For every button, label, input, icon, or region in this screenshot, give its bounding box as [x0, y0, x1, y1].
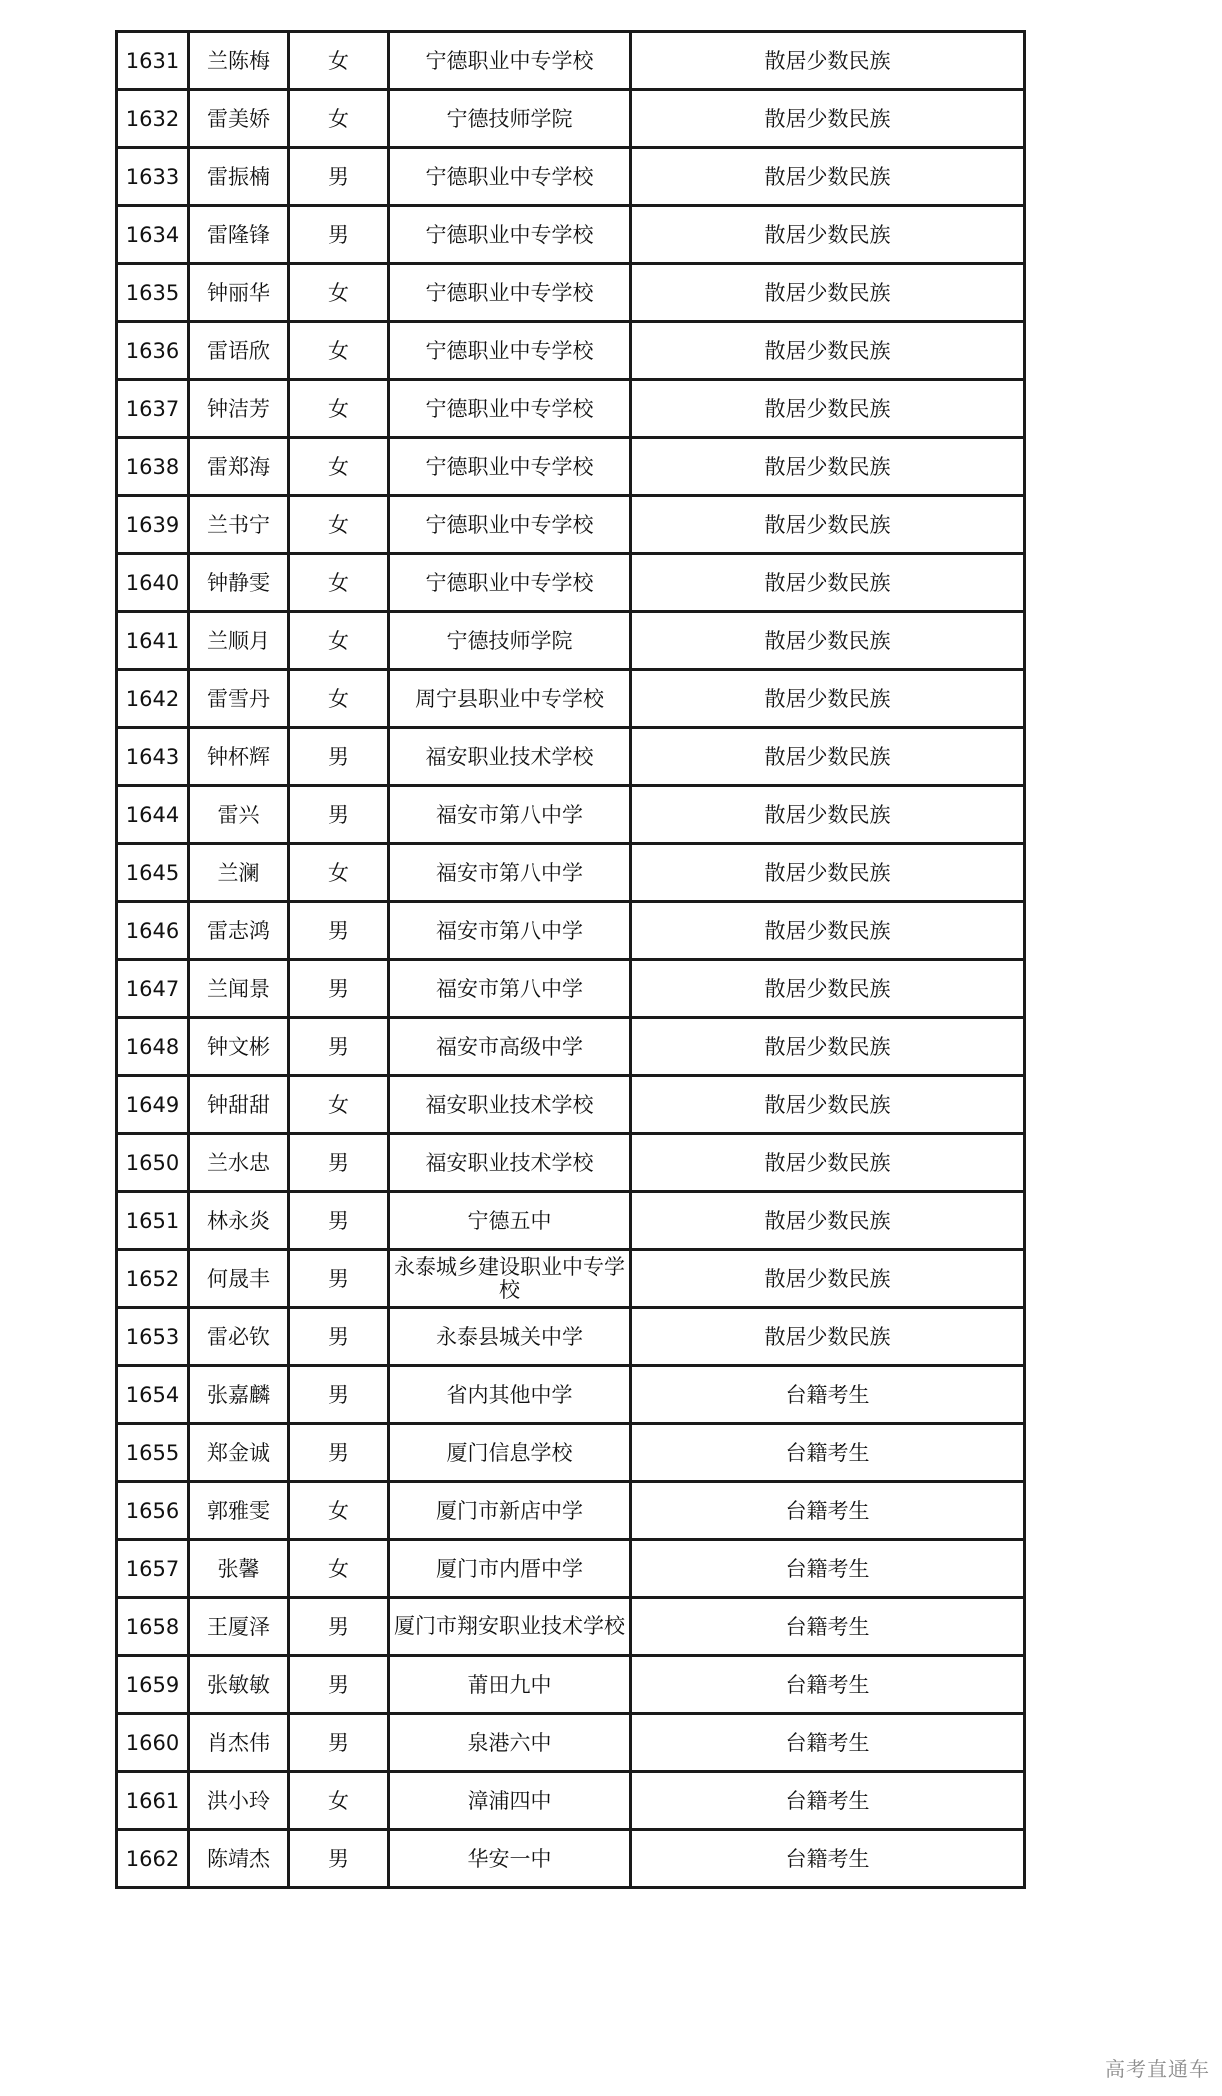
- row-school-cell: 福安市高级中学: [389, 1018, 631, 1076]
- row-name-cell: 雷志鸿: [189, 902, 289, 960]
- row-category-cell: 散居少数民族: [631, 438, 1025, 496]
- row-number-cell: 1649: [117, 1076, 189, 1134]
- row-category-cell: 台籍考生: [631, 1772, 1025, 1830]
- row-school-cell: 宁德职业中专学校: [389, 148, 631, 206]
- row-number-cell: 1636: [117, 322, 189, 380]
- row-gender-cell: 男: [289, 786, 389, 844]
- row-gender-cell: 男: [289, 902, 389, 960]
- row-school-cell: 宁德职业中专学校: [389, 264, 631, 322]
- row-number-cell: 1653: [117, 1308, 189, 1366]
- row-number-cell: 1658: [117, 1598, 189, 1656]
- row-gender-cell: 男: [289, 1714, 389, 1772]
- row-name-cell: 王厦泽: [189, 1598, 289, 1656]
- row-gender-cell: 女: [289, 1076, 389, 1134]
- row-gender-cell: 男: [289, 1598, 389, 1656]
- table-row: [117, 1308, 1025, 1366]
- row-school-cell: 永泰城乡建设职业中专学校: [389, 1250, 631, 1308]
- row-gender-cell: 女: [289, 90, 389, 148]
- row-gender-cell: 女: [289, 844, 389, 902]
- row-gender-cell: 女: [289, 1772, 389, 1830]
- row-number-cell: 1661: [117, 1772, 189, 1830]
- table-row: [117, 1192, 1025, 1250]
- row-school-cell: 厦门信息学校: [389, 1424, 631, 1482]
- row-category-cell: 台籍考生: [631, 1540, 1025, 1598]
- table-row: [117, 264, 1025, 322]
- row-school-cell: 宁德职业中专学校: [389, 380, 631, 438]
- row-category-cell: 散居少数民族: [631, 264, 1025, 322]
- table-row: [117, 1076, 1025, 1134]
- row-category-cell: 台籍考生: [631, 1714, 1025, 1772]
- table-row: [117, 148, 1025, 206]
- roster-table: [115, 30, 1026, 1889]
- table-row: [117, 1134, 1025, 1192]
- row-gender-cell: 女: [289, 1540, 389, 1598]
- row-category-cell: 散居少数民族: [631, 728, 1025, 786]
- table-row: [117, 1250, 1025, 1308]
- row-name-cell: 郭雅雯: [189, 1482, 289, 1540]
- row-category-cell: 散居少数民族: [631, 960, 1025, 1018]
- row-gender-cell: 女: [289, 670, 389, 728]
- row-school-cell: 省内其他中学: [389, 1366, 631, 1424]
- row-school-cell: 福安职业技术学校: [389, 728, 631, 786]
- row-number-cell: 1633: [117, 148, 189, 206]
- row-category-cell: 散居少数民族: [631, 554, 1025, 612]
- row-gender-cell: 男: [289, 148, 389, 206]
- row-category-cell: 散居少数民族: [631, 1076, 1025, 1134]
- row-category-cell: 散居少数民族: [631, 206, 1025, 264]
- row-category-cell: 台籍考生: [631, 1656, 1025, 1714]
- row-number-cell: 1659: [117, 1656, 189, 1714]
- row-category-cell: 散居少数民族: [631, 844, 1025, 902]
- row-gender-cell: 男: [289, 728, 389, 786]
- row-name-cell: 肖杰伟: [189, 1714, 289, 1772]
- table-row: [117, 1424, 1025, 1482]
- row-gender-cell: 男: [289, 1250, 389, 1308]
- row-category-cell: 散居少数民族: [631, 1018, 1025, 1076]
- row-gender-cell: 女: [289, 1482, 389, 1540]
- row-name-cell: 何晟丰: [189, 1250, 289, 1308]
- table-row: [117, 322, 1025, 380]
- row-name-cell: 钟丽华: [189, 264, 289, 322]
- row-number-cell: 1654: [117, 1366, 189, 1424]
- row-name-cell: 兰书宁: [189, 496, 289, 554]
- row-school-cell: 宁德职业中专学校: [389, 438, 631, 496]
- row-school-cell: 宁德职业中专学校: [389, 554, 631, 612]
- row-number-cell: 1637: [117, 380, 189, 438]
- table-row: [117, 728, 1025, 786]
- row-school-cell: 宁德职业中专学校: [389, 322, 631, 380]
- table-row: [117, 844, 1025, 902]
- row-category-cell: 散居少数民族: [631, 612, 1025, 670]
- row-gender-cell: 男: [289, 1656, 389, 1714]
- row-gender-cell: 男: [289, 206, 389, 264]
- row-category-cell: 台籍考生: [631, 1424, 1025, 1482]
- row-name-cell: 雷美娇: [189, 90, 289, 148]
- row-number-cell: 1652: [117, 1250, 189, 1308]
- row-name-cell: 钟甜甜: [189, 1076, 289, 1134]
- roster-table-body: [117, 32, 1025, 1888]
- row-number-cell: 1635: [117, 264, 189, 322]
- row-number-cell: 1631: [117, 32, 189, 90]
- row-category-cell: 散居少数民族: [631, 1192, 1025, 1250]
- row-gender-cell: 男: [289, 1424, 389, 1482]
- row-category-cell: 散居少数民族: [631, 902, 1025, 960]
- row-category-cell: 台籍考生: [631, 1830, 1025, 1888]
- table-row: [117, 496, 1025, 554]
- row-number-cell: 1651: [117, 1192, 189, 1250]
- row-gender-cell: 女: [289, 322, 389, 380]
- row-name-cell: 兰顺月: [189, 612, 289, 670]
- row-gender-cell: 女: [289, 438, 389, 496]
- row-number-cell: 1650: [117, 1134, 189, 1192]
- row-name-cell: 张嘉麟: [189, 1366, 289, 1424]
- table-row: [117, 90, 1025, 148]
- row-name-cell: 钟文彬: [189, 1018, 289, 1076]
- table-row: [117, 960, 1025, 1018]
- row-school-cell: 宁德职业中专学校: [389, 32, 631, 90]
- row-number-cell: 1642: [117, 670, 189, 728]
- row-gender-cell: 女: [289, 32, 389, 90]
- row-number-cell: 1632: [117, 90, 189, 148]
- row-gender-cell: 女: [289, 264, 389, 322]
- table-row: [117, 32, 1025, 90]
- row-gender-cell: 男: [289, 1018, 389, 1076]
- row-school-cell: 厦门市翔安职业技术学校: [389, 1598, 631, 1656]
- row-school-cell: 福安职业技术学校: [389, 1134, 631, 1192]
- row-name-cell: 兰澜: [189, 844, 289, 902]
- row-category-cell: 台籍考生: [631, 1598, 1025, 1656]
- row-number-cell: 1638: [117, 438, 189, 496]
- row-name-cell: 张敏敏: [189, 1656, 289, 1714]
- row-school-cell: 泉港六中: [389, 1714, 631, 1772]
- row-school-cell: 周宁县职业中专学校: [389, 670, 631, 728]
- row-gender-cell: 男: [289, 1134, 389, 1192]
- row-gender-cell: 男: [289, 1308, 389, 1366]
- table-row: [117, 1366, 1025, 1424]
- row-number-cell: 1640: [117, 554, 189, 612]
- row-gender-cell: 女: [289, 554, 389, 612]
- row-name-cell: 洪小玲: [189, 1772, 289, 1830]
- table-row: [117, 438, 1025, 496]
- row-name-cell: 陈靖杰: [189, 1830, 289, 1888]
- row-name-cell: 钟杯辉: [189, 728, 289, 786]
- row-name-cell: 兰闻景: [189, 960, 289, 1018]
- row-gender-cell: 男: [289, 1192, 389, 1250]
- row-school-cell: 厦门市新店中学: [389, 1482, 631, 1540]
- row-name-cell: 郑金诚: [189, 1424, 289, 1482]
- row-school-cell: 华安一中: [389, 1830, 631, 1888]
- row-category-cell: 散居少数民族: [631, 1250, 1025, 1308]
- row-category-cell: 散居少数民族: [631, 670, 1025, 728]
- table-row: [117, 1656, 1025, 1714]
- table-row: [117, 206, 1025, 264]
- row-category-cell: 散居少数民族: [631, 322, 1025, 380]
- table-row: [117, 1482, 1025, 1540]
- row-school-cell: 宁德五中: [389, 1192, 631, 1250]
- row-number-cell: 1643: [117, 728, 189, 786]
- watermark-text: 高考直通车: [1105, 2057, 1210, 2081]
- row-name-cell: 雷兴: [189, 786, 289, 844]
- row-name-cell: 张馨: [189, 1540, 289, 1598]
- row-category-cell: 台籍考生: [631, 1366, 1025, 1424]
- row-school-cell: 永泰县城关中学: [389, 1308, 631, 1366]
- row-name-cell: 雷振楠: [189, 148, 289, 206]
- row-name-cell: 雷必钦: [189, 1308, 289, 1366]
- row-name-cell: 雷雪丹: [189, 670, 289, 728]
- row-school-cell: 莆田九中: [389, 1656, 631, 1714]
- table-row: [117, 1714, 1025, 1772]
- row-name-cell: 雷隆锋: [189, 206, 289, 264]
- row-number-cell: 1645: [117, 844, 189, 902]
- table-row: [117, 786, 1025, 844]
- row-school-cell: 福安市第八中学: [389, 786, 631, 844]
- row-category-cell: 散居少数民族: [631, 496, 1025, 554]
- table-row: [117, 1018, 1025, 1076]
- row-school-cell: 福安市第八中学: [389, 960, 631, 1018]
- table-row: [117, 1772, 1025, 1830]
- table-row: [117, 612, 1025, 670]
- row-number-cell: 1646: [117, 902, 189, 960]
- row-school-cell: 宁德技师学院: [389, 612, 631, 670]
- row-number-cell: 1639: [117, 496, 189, 554]
- row-gender-cell: 女: [289, 496, 389, 554]
- row-number-cell: 1660: [117, 1714, 189, 1772]
- row-number-cell: 1647: [117, 960, 189, 1018]
- table-row: [117, 670, 1025, 728]
- row-school-cell: 宁德职业中专学校: [389, 496, 631, 554]
- row-gender-cell: 男: [289, 960, 389, 1018]
- row-category-cell: 散居少数民族: [631, 380, 1025, 438]
- row-school-cell: 福安职业技术学校: [389, 1076, 631, 1134]
- row-school-cell: 宁德职业中专学校: [389, 206, 631, 264]
- row-name-cell: 钟洁芳: [189, 380, 289, 438]
- row-gender-cell: 男: [289, 1366, 389, 1424]
- row-category-cell: 散居少数民族: [631, 148, 1025, 206]
- row-category-cell: 散居少数民族: [631, 786, 1025, 844]
- roster-sheet: [115, 30, 1023, 1889]
- row-school-cell: 漳浦四中: [389, 1772, 631, 1830]
- row-name-cell: 林永炎: [189, 1192, 289, 1250]
- row-category-cell: 散居少数民族: [631, 90, 1025, 148]
- row-gender-cell: 女: [289, 380, 389, 438]
- row-number-cell: 1644: [117, 786, 189, 844]
- row-category-cell: 台籍考生: [631, 1482, 1025, 1540]
- row-category-cell: 散居少数民族: [631, 32, 1025, 90]
- row-name-cell: 兰水忠: [189, 1134, 289, 1192]
- row-school-cell: 宁德技师学院: [389, 90, 631, 148]
- row-name-cell: 雷语欣: [189, 322, 289, 380]
- row-number-cell: 1657: [117, 1540, 189, 1598]
- row-number-cell: 1634: [117, 206, 189, 264]
- row-school-cell: 福安市第八中学: [389, 844, 631, 902]
- row-gender-cell: 男: [289, 1830, 389, 1888]
- row-name-cell: 雷郑海: [189, 438, 289, 496]
- row-number-cell: 1655: [117, 1424, 189, 1482]
- row-gender-cell: 女: [289, 612, 389, 670]
- row-number-cell: 1662: [117, 1830, 189, 1888]
- table-row: [117, 554, 1025, 612]
- row-category-cell: 散居少数民族: [631, 1308, 1025, 1366]
- row-name-cell: 兰陈梅: [189, 32, 289, 90]
- row-number-cell: 1656: [117, 1482, 189, 1540]
- table-row: [117, 1540, 1025, 1598]
- row-number-cell: 1648: [117, 1018, 189, 1076]
- row-category-cell: 散居少数民族: [631, 1134, 1025, 1192]
- row-name-cell: 钟静雯: [189, 554, 289, 612]
- table-row: [117, 1830, 1025, 1888]
- row-number-cell: 1641: [117, 612, 189, 670]
- table-row: [117, 380, 1025, 438]
- table-row: [117, 1598, 1025, 1656]
- row-school-cell: 厦门市内厝中学: [389, 1540, 631, 1598]
- table-row: [117, 902, 1025, 960]
- row-school-cell: 福安市第八中学: [389, 902, 631, 960]
